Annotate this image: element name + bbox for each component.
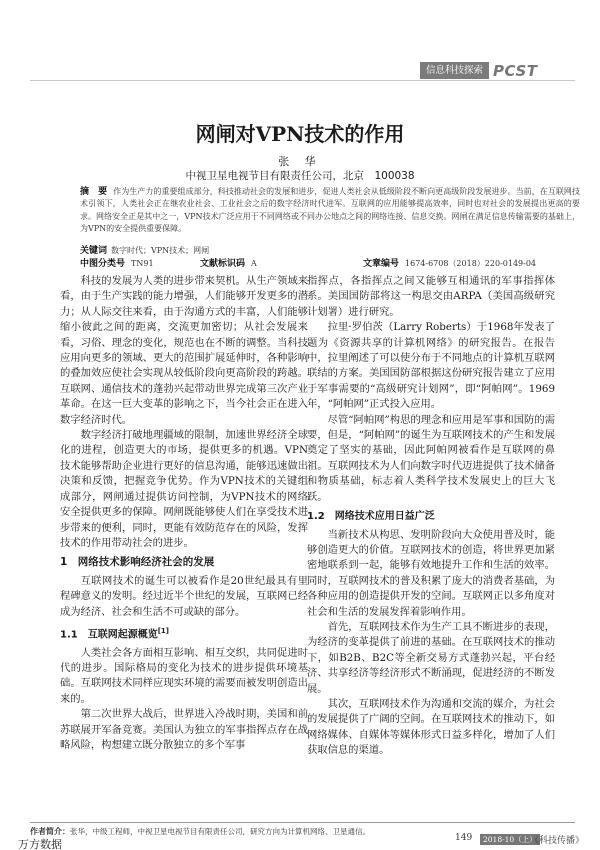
left-column — [60, 274, 308, 754]
page-number: 149 — [455, 833, 473, 843]
header-divider — [30, 80, 575, 81]
paragraph: 尽管“阿帕网”构思的理念和应用是军事和国防的需要，但是，“阿帕网”的诞生为互联网技术的产生和发展奠定了坚实的基础，因此阿帕网被看作是互联网的鼻祖。互联网技术为人们向数字时代迈进提供了技术储备和物质基础，标志着人类科学技术发展史上的巨大飞跃。 — [307, 413, 555, 503]
author-affiliation: 中视卫星电视节目有限责任公司，北京 100038 — [185, 170, 415, 182]
journal-logo: PCST — [493, 61, 538, 80]
clc-number: 中图分类号 TN91 — [80, 259, 154, 269]
paragraph: 科技的发展为人类的进步带来契机。从生产领域来看，由于生产实践的能力增强，人们能够开发更多的潜力；从人际交往来看，由于沟通方式的丰富，人们能够缩小彼此之间的距离，交流更加密切；从社会发展来看，习俗、理念的变化，规范也在不断的调整。当科技应用向更多的领域、更大的范围扩展延伸时，各种影响的叠加效应使社会实现从较低阶段向更高阶段的跨越。互联网、通信技术的蓬勃兴起带动世界完成第三次产业革命。在这一巨大变革的影响之下，当今社会正在进入数字经济时代。 — [60, 275, 308, 426]
abstract — [80, 186, 580, 236]
watermark: 万方数据 — [18, 838, 62, 850]
subsection-heading: 1.1 互联网起源概览[1] — [60, 626, 169, 641]
author-name: 张 华 — [278, 155, 322, 168]
abstract-label: 摘 要 — [80, 187, 108, 197]
issue-badge: 2018-10（上） — [480, 834, 540, 845]
keywords-label: 关键词 — [80, 246, 108, 256]
citation-ref: [1] — [157, 626, 169, 635]
section-label: 信息科技探索 — [420, 62, 489, 79]
paragraph: 互联网技术的诞生可以被看作是20世纪最具有里程碑意义的发明。经过近半个世纪的发展，互联网已经成为经济、社会和生活不可或缺的部分。 — [60, 574, 308, 618]
paragraph: 当新技术从构思、发明阶段向大众使用普及时，能够创造更大的价值。互联网技术的创造，将世界更加紧密地联系到一起，能够有效地提升工作和生活的效率。同时，互联网技术的普及积累了庞大的消费者基础，为各种应用的创造提供开发的空间。互联网正以多角度对社会和生活的发展发挥着影响作用。 — [307, 528, 555, 618]
keywords-text: 数字时代；VPN技术；网闸 — [111, 246, 210, 255]
journal-name: 《科技传播》 — [530, 836, 585, 846]
footnote-divider — [30, 822, 575, 823]
section-heading: 1 网络技术影响经济社会的发展 — [60, 556, 215, 569]
paragraph: 数字经济打破地理疆域的限制，加速世界经济全球化的进程，创造更大的市场，提供更多的机遇。VPN技术能够帮助企业进行更好的信息沟通，能够迅速做出决策和反馈，把握竞争优势。作为VPN技术的关键组成部分，网闸通过提供访问控制，为VPN技术的网络安全提供更多的保障。网闸既能够使人们在享受技术进步带来的便利，同时，更能有效防范存在的风险，发挥技术的作用带动社会的进步。 — [60, 429, 308, 549]
subsection-heading: 1.2 网络技术应用日益广泛 — [307, 511, 435, 523]
article-title: 网闸对VPN技术的作用 — [195, 122, 405, 146]
paragraph: 首先，互联网技术作为生产工具不断进步的表现，为经济的变革提供了前进的基础。在互联网技术的推动下，如B2B、B2C等全新交易方式蓬勃兴起，平台经济、共享经济等经济形式不断涌现，促进经济的不断发展。 — [307, 620, 555, 695]
abstract-text: 作为生产力的重要组成部分，科技推动社会的发展和进步，促进人类社会从低级阶段不断向更高级阶段发展进步。当前，在互联网技术引领下，人类社会正在继农业社会、工业社会之后的数字经济时代进军。互联网的应用能够提高效率，同时也对社会的发展提出更高的要求。网络安全正是其中之一，VPN技术广泛应用于不同网络或不同办公地点之间的网络连接、信息交换。网闸在满足信息传输需要的基础上，为VPN的安全提供重要保障。 — [80, 187, 580, 234]
paragraph: 指挥点，各指挥点之间又能够互相通讯的军事指挥体系。美国国防部将这一构思交由ARPA（美国高级研究计划署）进行研究。 — [307, 275, 555, 318]
article-number: 文章编号 1674-6708（2018）220-0149-04 — [363, 259, 537, 269]
paragraph: 人类社会各方面相互影响、相互交织，共同促进时代的进步。国际格局的变化为技术的进步提供环境基础。互联网技术同样应现实环境的需要而被发明创造出来的。 — [60, 646, 308, 705]
document-code: 文献标识码 A — [200, 259, 257, 269]
keywords — [80, 243, 580, 256]
paragraph: 拉里·罗伯茨（Larry Roberts）于1968年发表了题为《资源共享的计算机网络》的研究报告。在报告中，拉里阐述了可以使分布于不同地点的计算机互联网联结的方案。美国国防部根据这份研究报告建立了应用于军事需要的“高级研究计划网”，即“阿帕网”。1969年，“阿帕网”正式投入应用。 — [307, 321, 555, 411]
paragraph: 第二次世界大战后，世界进入冷战时期，美国和前苏联展开军备竞赛。美国认为独立的军事指挥点存在战略风险，构想建立既分散独立的多个军事 — [60, 708, 308, 752]
running-header — [420, 62, 575, 79]
author-footnote: 作者简介：张华，中级工程师，中视卫星电视节目有限责任公司，研究方向为计算机网络、卫星通信。 — [30, 827, 370, 836]
paragraph: 其次，互联网技术作为沟通和交流的媒介，为社会的发展提供了广阔的空间。在互联网技术的推动下，如网络媒体、自媒体等媒体形式日益多样化，增加了人们获取信息的渠道。 — [307, 697, 555, 757]
right-column — [307, 274, 555, 759]
